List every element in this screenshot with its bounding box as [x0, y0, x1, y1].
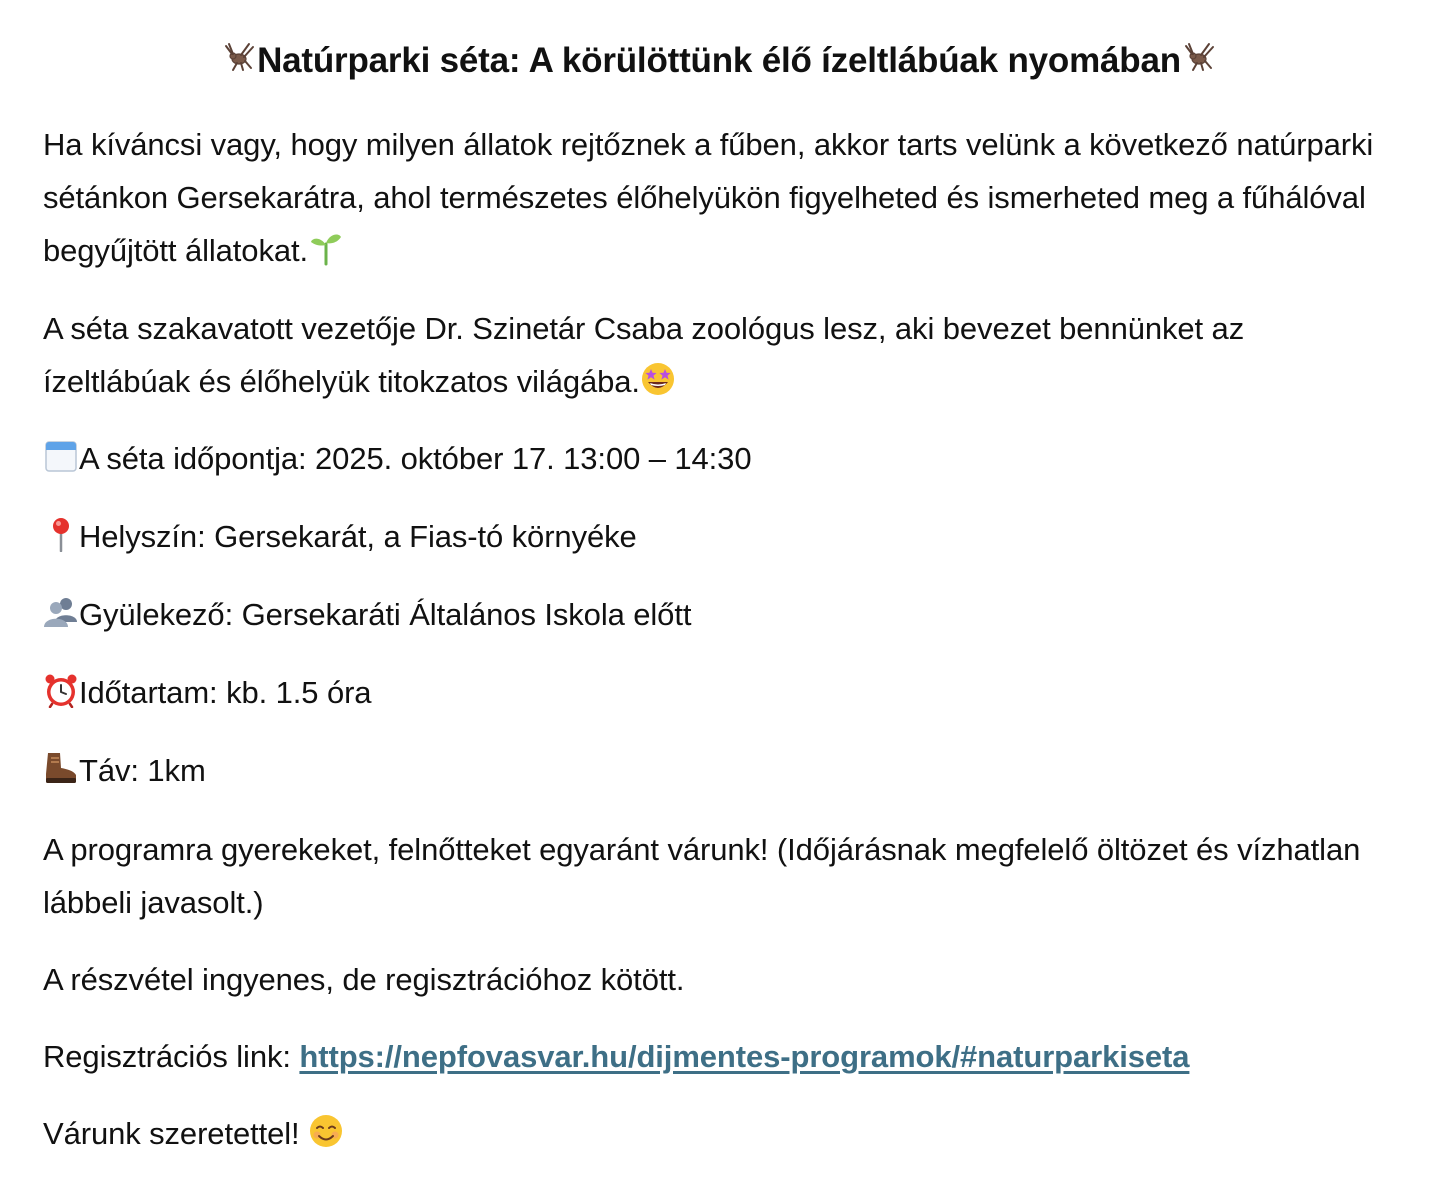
audience-paragraph: A programra gyerekeket, felnőtteket egyaránt várunk! (Időjárásnak megfelelő öltözet és vízhatlan lábbeli javasolt.) [43, 832, 1361, 920]
intro-paragraph [43, 118, 1395, 277]
intro-text: Ha kíváncsi vagy, hogy milyen állatok rejtőznek a fűben, akkor tarts velünk a következő natúrparki sétánkon Gersekarátra, ahol természetes élőhelyükön figyelheted és ismerheted meg a fűhálóval begyűjtött állatokat. [43, 127, 1374, 268]
smiling-face-icon [308, 1113, 344, 1149]
location-line [43, 511, 1395, 563]
meeting-line [43, 589, 1395, 641]
registration-link[interactable]: https://nepfovasvar.hu/dijmentes-programok/#naturparkiseta [299, 1039, 1190, 1074]
guide-paragraph [43, 302, 1395, 408]
round-pushpin-icon [43, 516, 79, 552]
registration-paragraph [43, 1030, 1395, 1083]
duration-text: Időtartam: kb. 1.5 óra [79, 675, 372, 710]
calendar-icon [43, 438, 79, 474]
closing-text: Várunk szeretettel! [43, 1116, 300, 1151]
duration-line [43, 667, 1395, 719]
cricket-icon [1181, 39, 1217, 75]
seedling-icon [308, 230, 344, 266]
meeting-text: Gyülekező: Gersekaráti Általános Iskola előtt [79, 597, 692, 632]
post-title [43, 30, 1395, 96]
date-line [43, 433, 1395, 485]
guide-text: A séta szakavatott vezetője Dr. Szinetár Csaba zoológus lesz, aki bevezet bennünket az ízeltlábúak és élőhelyük titokzatos világába. [43, 311, 1245, 399]
location-text: Helyszín: Gersekarát, a Fias-tó környéke [79, 519, 637, 554]
date-text: A séta időpontja: 2025. október 17. 13:00 – 14:30 [79, 441, 752, 476]
alarm-clock-icon [43, 672, 79, 708]
closing-paragraph [43, 1107, 1395, 1160]
title-text: Natúrparki séta: A körülöttünk élő ízeltlábúak nyomában [257, 41, 1181, 80]
busts-in-silhouette-icon [43, 594, 79, 630]
star-struck-face-icon [640, 361, 676, 397]
hiking-boot-icon [43, 750, 79, 786]
cricket-icon [221, 39, 257, 75]
registration-label: Regisztrációs link: [43, 1039, 291, 1074]
free-entry-paragraph: A részvétel ingyenes, de regisztrációhoz kötött. [43, 962, 685, 997]
distance-line [43, 745, 1395, 797]
distance-text: Táv: 1km [79, 753, 206, 788]
